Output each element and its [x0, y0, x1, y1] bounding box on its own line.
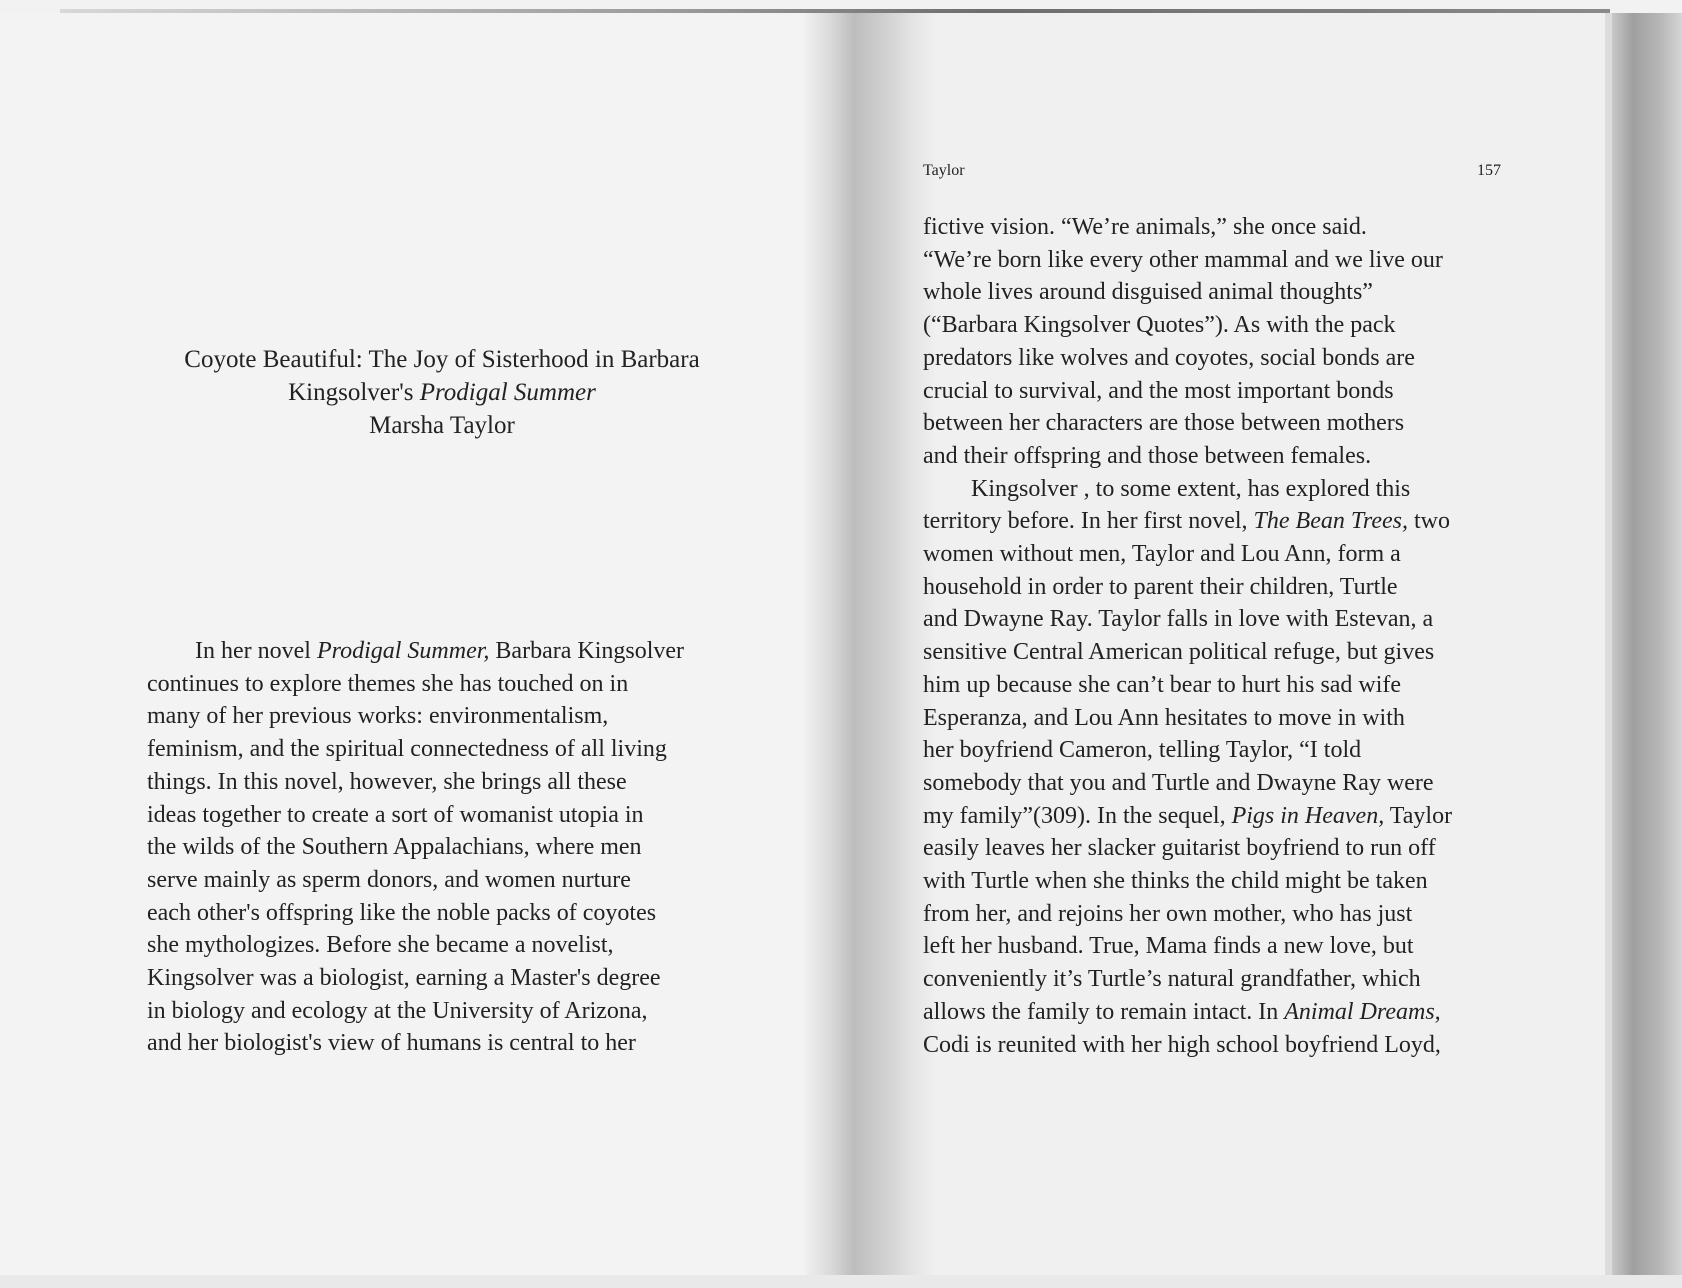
- text-segment: him up because she can’t bear to hurt his sad wife: [923, 671, 1402, 698]
- text-segment: Kingsolver , to some extent, has explored this: [971, 475, 1411, 502]
- text-line: [923, 440, 1452, 473]
- italic-title-text: Animal Dreams,: [1284, 998, 1441, 1025]
- text-line: [147, 733, 684, 766]
- text-line: [923, 702, 1452, 735]
- text-segment: In her novel: [195, 638, 317, 664]
- text-segment: easily leaves her slacker guitarist boyfriend to run off: [923, 835, 1436, 862]
- text-line: [923, 1029, 1452, 1062]
- italic-title-text: The Bean Trees,: [1253, 508, 1408, 535]
- text-segment: Taylor: [1384, 802, 1453, 829]
- text-segment: whole lives around disguised animal thoughts”: [923, 279, 1373, 306]
- text-segment: “We’re born like every other mammal and we live our: [923, 246, 1443, 273]
- text-line: [923, 636, 1452, 669]
- text-line: [142, 343, 742, 376]
- article-title: [142, 343, 742, 442]
- text-segment: conveniently it’s Turtle’s natural grandfather, which: [923, 966, 1421, 993]
- text-line: [147, 635, 684, 668]
- text-segment: left her husband. True, Mama finds a new love, but: [923, 933, 1414, 960]
- text-line: [923, 800, 1452, 833]
- text-line: [147, 864, 684, 897]
- text-segment: (“Barbara Kingsolver Quotes”). As with the pack: [923, 312, 1396, 339]
- text-line: [147, 929, 684, 962]
- text-segment: she mythologizes. Before she became a novelist,: [147, 932, 614, 959]
- text-line: [923, 832, 1452, 865]
- text-line: [923, 276, 1452, 309]
- text-segment: sensitive Central American political refuge, but gives: [923, 639, 1435, 666]
- text-line: [923, 342, 1452, 375]
- text-line: [147, 962, 684, 995]
- text-line: [923, 571, 1452, 604]
- text-line: [923, 603, 1452, 636]
- italic-title-text: Pigs in Heaven,: [1231, 802, 1385, 829]
- text-segment: Esperanza, and Lou Ann hesitates to move in with: [923, 704, 1405, 731]
- text-segment: the wilds of the Southern Appalachians, where men: [147, 834, 642, 861]
- text-line: [923, 538, 1452, 571]
- text-line: [923, 930, 1452, 963]
- text-segment: somebody that you and Turtle and Dwayne Ray were: [923, 769, 1434, 796]
- text-line: [923, 963, 1452, 996]
- text-segment: predators like wolves and coyotes, social bonds are: [923, 344, 1415, 371]
- text-segment: and their offspring and those between females.: [923, 442, 1372, 469]
- text-line: [923, 996, 1452, 1029]
- scan-right-edge: [1612, 13, 1682, 1275]
- text-segment: continues to explore themes she has touched on in: [147, 670, 629, 697]
- text-segment: many of her previous works: environmentalism,: [147, 703, 609, 730]
- text-segment: my family”(309). In the sequel,: [923, 802, 1232, 829]
- text-line: [147, 700, 684, 733]
- text-line: [147, 995, 684, 1028]
- text-segment: from her, and rejoins her own mother, who has just: [923, 900, 1413, 927]
- text-line: [923, 375, 1452, 408]
- text-line: [142, 409, 742, 442]
- book-spine-shadow: [805, 13, 935, 1275]
- text-line: [923, 309, 1452, 342]
- text-segment: ideas together to create a sort of womanist utopia in: [147, 801, 644, 828]
- text-segment: between her characters are those between mothers: [923, 410, 1405, 437]
- page-number: 157: [1477, 162, 1501, 179]
- text-segment: crucial to survival, and the most important bonds: [923, 377, 1394, 404]
- text-segment: things. In this novel, however, she brings all these: [147, 768, 627, 795]
- text-line: [923, 865, 1452, 898]
- text-line: [147, 897, 684, 930]
- text-line: [923, 211, 1452, 244]
- text-segment: allows the family to remain intact. In: [923, 998, 1285, 1025]
- text-line: [147, 766, 684, 799]
- text-line: [923, 473, 1452, 506]
- text-segment: in biology and ecology at the University of Arizona,: [147, 997, 648, 1024]
- text-line: [142, 376, 742, 409]
- text-segment: serve mainly as sperm donors, and women nurture: [147, 866, 631, 893]
- running-head: Taylor: [923, 162, 965, 179]
- text-segment: Codi is reunited with her high school boyfriend Loyd,: [923, 1031, 1441, 1058]
- scan-bottom-edge: [0, 1275, 1682, 1288]
- text-line: [923, 244, 1452, 277]
- text-line: [147, 1027, 684, 1060]
- text-segment: Kingsolver's: [288, 379, 420, 406]
- text-segment: her boyfriend Cameron, telling Taylor, “I told: [923, 737, 1362, 764]
- text-line: [923, 734, 1452, 767]
- text-line: [923, 407, 1452, 440]
- left-page-body: [147, 635, 684, 1060]
- text-segment: and Dwayne Ray. Taylor falls in love with Estevan, a: [923, 606, 1434, 633]
- text-segment: two: [1407, 508, 1450, 535]
- italic-title-text: Prodigal Summer: [419, 379, 596, 406]
- text-segment: fictive vision. “We’re animals,” she once said.: [923, 214, 1367, 240]
- text-line: [147, 831, 684, 864]
- text-segment: territory before. In her first novel,: [923, 508, 1254, 535]
- text-line: [923, 767, 1452, 800]
- text-line: [923, 505, 1452, 538]
- text-segment: household in order to parent their children, Turtle: [923, 573, 1398, 600]
- text-segment: Kingsolver was a biologist, earning a Master's degree: [147, 965, 661, 992]
- text-segment: each other's offspring like the noble packs of coyotes: [147, 899, 657, 926]
- right-page-body: [923, 211, 1452, 1061]
- text-line: [147, 668, 684, 701]
- text-segment: Marsha Taylor: [369, 412, 515, 439]
- text-segment: with Turtle when she thinks the child might be taken: [923, 868, 1428, 895]
- text-line: [923, 669, 1452, 702]
- text-segment: women without men, Taylor and Lou Ann, form a: [923, 541, 1401, 568]
- text-line: [923, 898, 1452, 931]
- text-line: [147, 799, 684, 832]
- italic-title-text: Prodigal Summer,: [316, 638, 490, 664]
- text-segment: Coyote Beautiful: The Joy of Sisterhood in Barbara: [184, 346, 700, 373]
- text-segment: and her biologist's view of humans is central to her: [147, 1030, 636, 1057]
- text-segment: Barbara Kingsolver: [489, 638, 685, 664]
- text-segment: feminism, and the spiritual connectedness of all living: [147, 736, 667, 763]
